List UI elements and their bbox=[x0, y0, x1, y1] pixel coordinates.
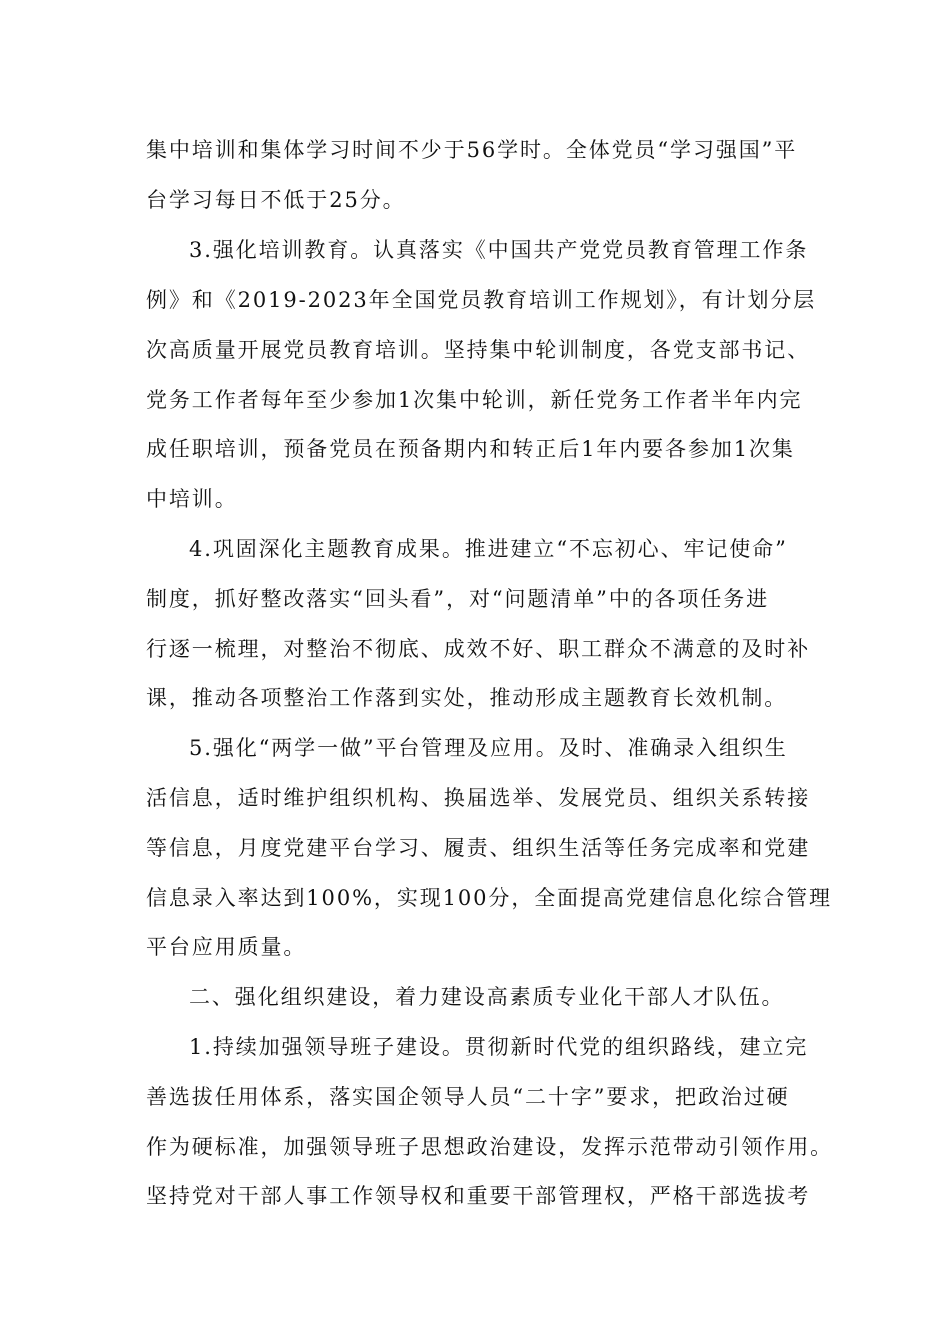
text-line: 善选拔任用体系，落实国企领导人员“二十字”要求，把政治过硬 bbox=[146, 1085, 790, 1109]
paragraph-heading-line: 5.强化“两学一做”平台管理及应用。及时、准确录入组织生 bbox=[189, 736, 788, 760]
text-line: 信息录入率达到100%，实现100分，全面提高党建信息化综合管理 bbox=[146, 886, 832, 910]
text-line: 党务工作者每年至少参加1次集中轮训，新任党务工作者半年内完 bbox=[146, 388, 803, 412]
paragraph-heading-line: 4.巩固深化主题教育成果。推进建立“不忘初心、牢记使命” bbox=[189, 537, 788, 561]
text-line: 制度，抓好整改落实“回头看”，对“问题清单”中的各项任务进 bbox=[146, 587, 770, 611]
paragraph-heading-line: 1.持续加强领导班子建设。贯彻新时代党的组织路线，建立完 bbox=[189, 1035, 809, 1059]
text-line: 中培训。 bbox=[146, 487, 238, 511]
text-line: 平台应用质量。 bbox=[146, 935, 307, 959]
text-line: 台学习每日不低于25分。 bbox=[146, 188, 406, 212]
text-line: 等信息，月度党建平台学习、履责、组织生活等任务完成率和党建 bbox=[146, 836, 811, 860]
text-line: 坚持党对干部人事工作领导权和重要干部管理权，严格干部选拔考 bbox=[146, 1184, 811, 1208]
paragraph-heading-line: 3.强化培训教育。认真落实《中国共产党党员教育管理工作条 bbox=[189, 238, 809, 262]
text-line: 课，推动各项整治工作落到实处，推动形成主题教育长效机制。 bbox=[146, 686, 788, 710]
text-line: 例》和《2019-2023年全国党员教育培训工作规划》，有计划分层 bbox=[146, 288, 817, 312]
text-line: 行逐一梳理，对整治不彻底、成效不好、职工群众不满意的及时补 bbox=[146, 637, 811, 661]
text-line: 次高质量开展党员教育培训。坚持集中轮训制度，各党支部书记、 bbox=[146, 338, 811, 362]
text-line: 活信息，适时维护组织机构、换届选举、发展党员、组织关系转接 bbox=[146, 786, 811, 810]
section-heading-line: 二、强化组织建设，着力建设高素质专业化干部人才队伍。 bbox=[189, 985, 785, 1009]
text-line: 作为硬标准，加强领导班子思想政治建设，发挥示范带动引领作用。 bbox=[146, 1135, 833, 1159]
text-line: 成任职培训，预备党员在预备期内和转正后1年内要各参加1次集 bbox=[146, 437, 795, 461]
text-line: 集中培训和集体学习时间不少于56学时。全体党员“学习强国”平 bbox=[146, 138, 798, 162]
